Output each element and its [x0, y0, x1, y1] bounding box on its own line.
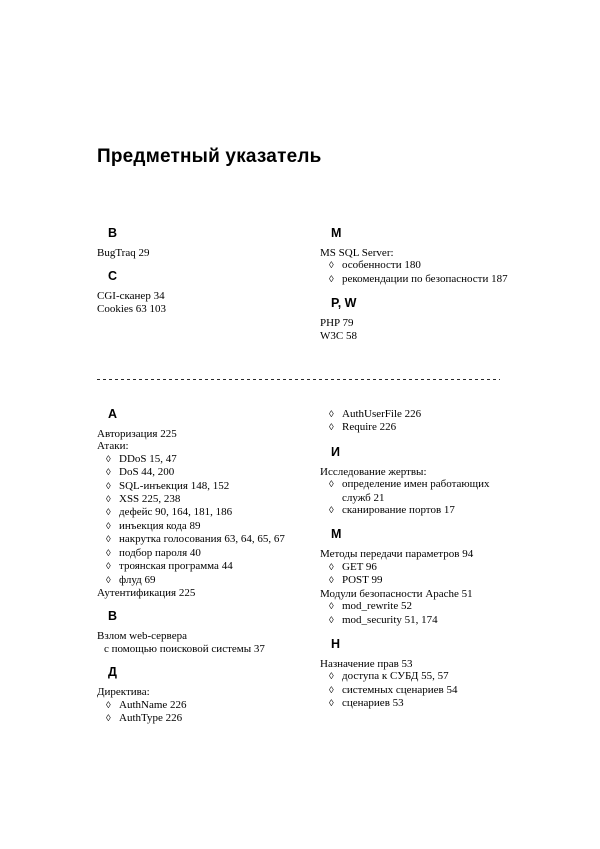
index-subentry: [97, 480, 302, 493]
index-entry: Модули безопасности Apache 51: [320, 587, 473, 600]
index-subentry: [320, 504, 500, 517]
letter-heading: M: [331, 226, 342, 240]
index-subentry-text: рекомендации по безопасности 187: [342, 272, 508, 285]
index-subentry-text: Require 226: [342, 421, 397, 434]
diamond-bullet-icon: ◊: [106, 535, 111, 546]
diamond-bullet-icon: ◊: [329, 576, 334, 587]
diamond-bullet-icon: ◊: [329, 480, 334, 491]
top-left-column: [97, 227, 302, 342]
index-subentry: [320, 273, 508, 286]
index-page: [97, 0, 508, 725]
index-entry: Cookies 63 103: [97, 302, 167, 315]
index-entry: Авторизация 225: [97, 428, 177, 441]
index-entry: CGI-сканер 34: [97, 290, 165, 303]
index-subentry: [320, 478, 500, 491]
top-right-column: [320, 227, 508, 342]
index-subentry-text: XSS 225, 238: [119, 493, 181, 506]
index-subentry: [97, 699, 302, 712]
index-subentry: [320, 614, 500, 627]
diamond-bullet-icon: ◊: [329, 615, 334, 626]
index-subentry: [320, 670, 500, 683]
index-subentry-text: mod_security 51, 174: [342, 613, 438, 626]
diamond-bullet-icon: ◊: [329, 410, 334, 421]
index-entry: PHP 79: [320, 317, 354, 330]
index-subentry-text: SQL-инъекция 148, 152: [119, 479, 230, 492]
page-title: Предметный указатель: [97, 146, 322, 167]
index-entry: Директива:: [97, 686, 150, 699]
index-subentry-text: AuthName 226: [119, 698, 187, 711]
top-section: [97, 226, 508, 342]
index-subentry-continuation: служб 21: [342, 491, 385, 504]
index-subentry-text: троянская программа 44: [119, 560, 233, 573]
diamond-bullet-icon: ◊: [329, 562, 334, 573]
index-subentry: [320, 600, 500, 613]
diamond-bullet-icon: ◊: [106, 521, 111, 532]
index-subentry: [320, 574, 500, 587]
index-subentry-text: POST 99: [342, 574, 383, 587]
bottom-section: [97, 408, 500, 725]
index-subentry: [320, 697, 500, 710]
index-subentry-text: доступа к СУБД 55, 57: [342, 670, 449, 683]
letter-heading: В: [108, 609, 118, 624]
diamond-bullet-icon: ◊: [329, 506, 334, 517]
index-entry: Методы передачи параметров 94: [320, 548, 474, 561]
index-subentry-text: AuthUserFile 226: [342, 408, 422, 421]
letter-heading: А: [108, 407, 118, 422]
index-entry: W3C 58: [320, 329, 357, 342]
index-subentry: [320, 408, 500, 421]
index-subentry: [320, 421, 500, 434]
index-subentry: [320, 684, 500, 697]
diamond-bullet-icon: ◊: [106, 508, 111, 519]
index-subentry: [97, 466, 302, 479]
index-subentry-text: подбор пароля 40: [119, 546, 201, 559]
diamond-bullet-icon: ◊: [106, 575, 111, 586]
index-entry: Взлом web-сервера: [97, 630, 187, 643]
index-entry: Исследование жертвы:: [320, 465, 427, 478]
diamond-bullet-icon: ◊: [329, 672, 334, 683]
index-subentry-text: системных сценариев 54: [342, 683, 458, 696]
index-subentry: [97, 520, 302, 533]
diamond-bullet-icon: ◊: [329, 685, 334, 696]
index-entry: Назначение прав 53: [320, 657, 413, 670]
index-subentry-text: GET 96: [342, 560, 377, 573]
index-subentry-text: mod_rewrite 52: [342, 600, 412, 613]
bottom-right-column: [320, 408, 500, 725]
dashed-section-divider: [97, 379, 500, 380]
index-entry: MS SQL Server:: [320, 247, 394, 259]
index-subentry: [97, 574, 302, 587]
diamond-bullet-icon: ◊: [106, 713, 111, 724]
index-subentry: [97, 493, 302, 506]
index-subentry-text: DDoS 15, 47: [119, 452, 177, 465]
index-subentry: [97, 560, 302, 573]
diamond-bullet-icon: ◊: [106, 454, 111, 465]
diamond-bullet-icon: ◊: [106, 700, 111, 711]
bottom-left-column: [97, 408, 302, 725]
index-entry: Атаки:: [97, 440, 129, 453]
letter-heading: Д: [108, 665, 117, 680]
index-subentry-text: сканирование портов 17: [342, 504, 455, 517]
diamond-bullet-icon: ◊: [329, 274, 334, 285]
diamond-bullet-icon: ◊: [106, 548, 111, 559]
diamond-bullet-icon: ◊: [329, 602, 334, 613]
index-subentry-text: DoS 44, 200: [119, 466, 175, 479]
letter-heading: B: [108, 226, 118, 240]
letter-heading: C: [108, 269, 118, 284]
letter-heading: P, W: [331, 296, 357, 311]
index-subentry: [320, 561, 500, 574]
letter-heading: М: [331, 527, 342, 542]
index-subentry-text: накрутка голосования 63, 64, 65, 67: [119, 533, 285, 546]
diamond-bullet-icon: ◊: [329, 699, 334, 710]
index-subentry: [97, 533, 302, 546]
diamond-bullet-icon: ◊: [106, 468, 111, 479]
index-subentry: [97, 712, 302, 725]
diamond-bullet-icon: ◊: [106, 495, 111, 506]
diamond-bullet-icon: ◊: [329, 423, 334, 434]
diamond-bullet-icon: ◊: [106, 481, 111, 492]
index-entry-continuation: с помощью поисковой системы 37: [104, 642, 265, 655]
index-subentry-text: сценариев 53: [342, 697, 404, 710]
index-subentry-text: AuthType 226: [119, 711, 183, 724]
letter-heading: И: [331, 444, 340, 459]
index-entry: BugTraq 29: [97, 247, 150, 259]
index-entry: Аутентификация 225: [97, 586, 196, 599]
diamond-bullet-icon: ◊: [329, 261, 334, 272]
letter-heading: Н: [331, 636, 341, 651]
index-subentry: [320, 259, 508, 272]
index-subentry-text: флуд 69: [119, 573, 156, 586]
index-subentry: [97, 453, 302, 466]
index-subentry: [97, 506, 302, 519]
index-subentry-text: определение имен работающих: [342, 478, 490, 491]
index-subentry-text: особенности 180: [342, 259, 421, 272]
diamond-bullet-icon: ◊: [106, 562, 111, 573]
index-subentry-text: дефейс 90, 164, 181, 186: [119, 506, 233, 519]
index-subentry-text: инъекция кода 89: [119, 519, 201, 532]
index-subentry: [97, 547, 302, 560]
